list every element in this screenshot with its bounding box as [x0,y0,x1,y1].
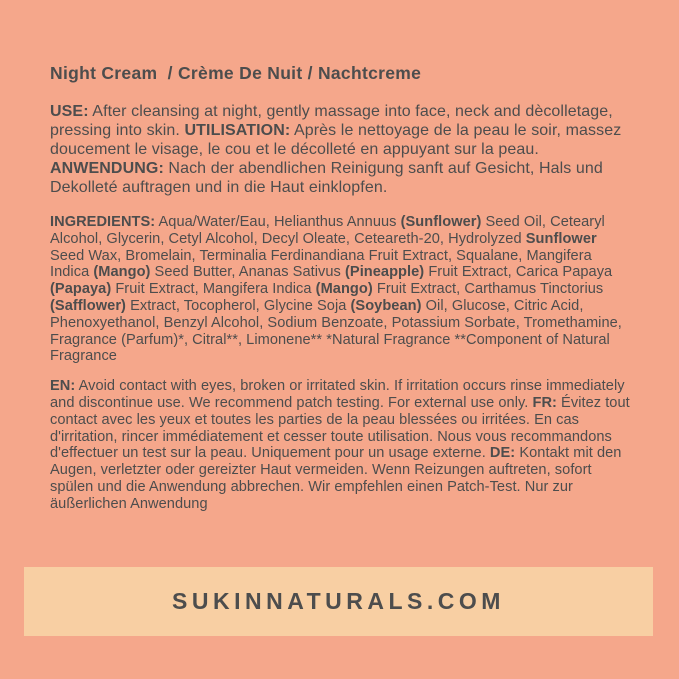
label-text-block [50,63,632,513]
website-url: SUKINNATURALS.COM [172,588,505,614]
warnings-text: EN: Avoid contact with eyes, broken or irritated skin. If irritation occurs rinse immediately and discontinue use. We recommend patch testing. For external use only. FR: Évitez tout contact avec les yeux et toutes les parties de la peau blessées ou irritées. En cas d'irritation, rincer immédiatement et cesser toute utilisation. Nous vous recommandons d'effectuer un test sur la peau. Uniquement pour un usage externe. DE: Kontakt mit den Augen, verletzter oder gereizter Haut vermeiden. Wenn Reizungen auftreten, sofort spülen und die Anwendung abbrechen. Wir empfehlen einen Patch-Test. Nur zur äußerlichen Anwendung [50,378,630,512]
website-banner [24,567,653,636]
ingredients-list: INGREDIENTS: Aqua/Water/Eau, Helianthus Annuus (Sunflower) Seed Oil, Cetearyl Alcohol, Glycerin, Cetyl Alcohol, Decyl Oleate, Ceteareth-20, Hydrolyzed Sunflower Seed Wax, Bromelain, Terminalia Ferdinandiana Fruit Extract, Squalane, Mangifera Indica (Mango) Seed Butter, Ananas Sativus (Pineapple) Fruit Extract, Carica Papaya (Papaya) Fruit Extract, Mangifera Indica (Mango) Fruit Extract, Carthamus Tinctorius (Safflower) Extract, Tocopherol, Glycine Soja (Soybean) Oil, Glucose, Citric Acid, Phenoxyethanol, Benzyl Alcohol, Sodium Benzoate, Potassium Sorbate, Tromethamine, Fragrance (Parfum)*, Citral**, Limonene** *Natural Fragrance **Component of Natural Fragrance [50,214,622,365]
product-title: Night Cream / Crème De Nuit / Nachtcreme [50,63,422,83]
usage-directions: USE: After cleansing at night, gently massage into face, neck and dècolletage, pressing into skin. UTILISATION: Après le nettoyage de la peau le soir, massez doucement le visage, le cou et le décolleté en appuyant sur la peau. ANWENDUNG: Nach der abendlichen Reinigung sanft auf Gesicht, Hals und Dekolleté auftragen und in die Haut einklopfen. [50,103,622,196]
